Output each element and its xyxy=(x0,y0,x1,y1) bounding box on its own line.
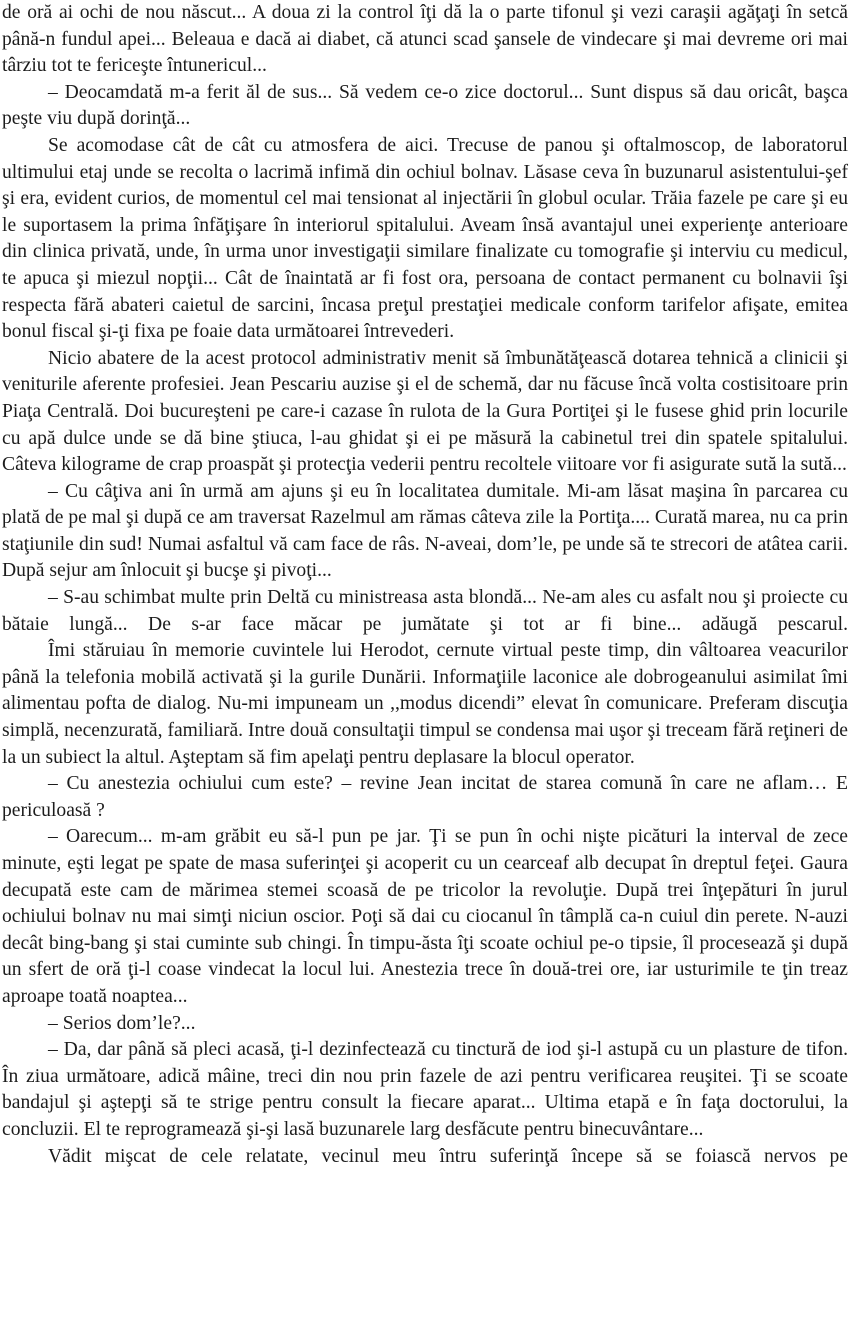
paragraph-1: de oră ai ochi de nou născut... A doua zi la control îţi dă la o parte tifonul şi vezi caraşii agăţaţi în setcă până-n fundul apei... Beleaua e dacă ai diabet, că atunci scad şansele de vindecare şi mai devreme ori mai târziu tot te fericeşte întunericul... xyxy=(2,2,848,77)
paragraph-4: Nicio abatere de la acest protocol administrativ menit să îmbunătăţească dotarea tehnică a clinicii şi veniturile aferente profesiei. Jean Pescariu auzise şi el de schemă, dar nu făcuse încă volta costisitoare prin Piaţa Centrală. Doi bucureşteni pe care-i cazase în rulota de la Gura Portiţei şi le fusese ghid prin locurile cu apă dulce unde se dă bine ştiuca, l-au ghidat şi ei pe măsură la cabinetul trei din spatele spitalului. Câteva kilograme de crap proaspăt şi protecţia vederii pentru recoltele viitoare vor fi asigurate sută la sută... xyxy=(2,347,848,476)
paragraph-6: – S-au schimbat multe prin Deltă cu ministreasa asta blondă... Ne-am ales cu asfalt nou şi proiecte cu bătaie lungă... De s-ar face măcar pe jumătate şi tot ar fi bine... adăugă pescarul. xyxy=(2,587,848,635)
paragraph-5: – Cu câţiva ani în urmă am ajuns şi eu în localitatea dumitale. Mi-am lăsat maşina în parcarea cu plată de pe mal şi după ce am traversat Razelmul am rămas câteva zile la Portiţa.... Curată marea, nu ca prin staţiunile din sud! Numai asfaltul vă cam face de râs. N-aveai, dom’le, pe unde să te strecori de atâtea carii. După sejur am înlocuit şi bucşe şi pivoţi... xyxy=(2,480,848,582)
paragraph-11: – Da, dar până să pleci acasă, ţi-l dezinfectează cu tinctură de iod şi-l astupă cu un plasture de tifon. În ziua următoare, adică mâine, treci din nou prin fazele de azi pentru verificarea reuşitei. Ţi se scoate bandajul şi aştepţi să te strige pentru consult la fiecare aparat... Ultima etapă e în faţa doctorului, la concluzii. El te reprogramează şi-şi lasă buzunarele larg desfăcute pentru binecuvântare... xyxy=(2,1039,848,1140)
paragraph-2: – Deocamdată m-a ferit ăl de sus... Să vedem ce-o zice doctorul... Sunt dispus să dau oricât, başca peşte viu după dorinţă... xyxy=(2,81,848,130)
paragraph-10: – Serios dom’le?... xyxy=(48,1012,196,1034)
paragraph-3: Se acomodase cât de cât cu atmosfera de aici. Trecuse de panou şi oftalmoscop, de laboratorul ultimului etaj unde se recolta o lacrimă infimă din ochiul bolnav. Lăsase ceva în buzunarul asistentului-şef şi era, evident curios, de momentul cel mai tensionat al injectării în globul ocular. Trăia fazele pe care şi eu le suportasem la prima înfăţişare în interiorul spitalului. Aveam însă avantajul unei experienţe anterioare din clinica privată, unde, în urma unor investigaţii similare finalizate cu tomografie şi interviu cu medicul, te apuca şi miezul nopţii... Cât de înaintată ar fi fost ora, persoana de contact permanent cu bolnavii îşi respecta fără abateri caietul de sarcini, încasa preţul prestaţiei medicale conform tarifelor afişate, emitea bonul fiscal şi-ţi fixa pe foaie data următoarei întrevederi. xyxy=(2,134,848,343)
paragraph-7: Îmi stăruiau în memorie cuvintele lui Herodot, cernute virtual peste timp, din vâltoarea veacurilor până la telefonia mobilă activată şi la gurile Dunării. Informaţiile laconice ale dobrogeanului asimilat îmi alimentau pofta de dialog. Nu-mi impuneam un ,,modus dicendi” elevat în comunicare. Preferam discuţia simplă, necenzurată, familiară. Intre două consultaţii timpul se condensa mai uşor şi treceam fără reţineri de la un subiect la altul. Aşteptam să fim apelaţi pentru deplasare la blocul operator. xyxy=(2,640,848,768)
paragraph-12: Vădit mişcat de cele relatate, vecinul meu întru suferinţă începe să se foiască nervos pe xyxy=(48,1145,848,1167)
paragraph-9: – Oarecum... m-am grăbit eu să-l pun pe jar. Ţi se pun în ochi nişte picături la interval de zece minute, eşti legat pe spate de masa suferinţei şi acoperit cu un cearceaf alb decupat în dreptul feţei. Gaura decupată este cam de mărimea stemei scoasă de pe tricolor la revoluţie. După trei înţepături în jurul ochiului bolnav nu mai simţi niciun oscior. Poţi să dai cu ciocanul în tâmplă ca-n cuiul din perete. N-auzi decât bing-bang şi stai cuminte sub chingi. În timpu-ăsta îţi scoate ochiul pe-o tipsie, îl procesează şi după un sfert de oră ţi-l coase vindecat la locul lui. Anestezia trece în două-trei ore, iar usturimile te ţin treaz aproape toată noaptea... xyxy=(2,826,848,1007)
paragraph-8: – Cu anestezia ochiului cum este? – revine Jean incitat de starea comună în care ne aflam… E periculoasă ? xyxy=(2,773,848,821)
